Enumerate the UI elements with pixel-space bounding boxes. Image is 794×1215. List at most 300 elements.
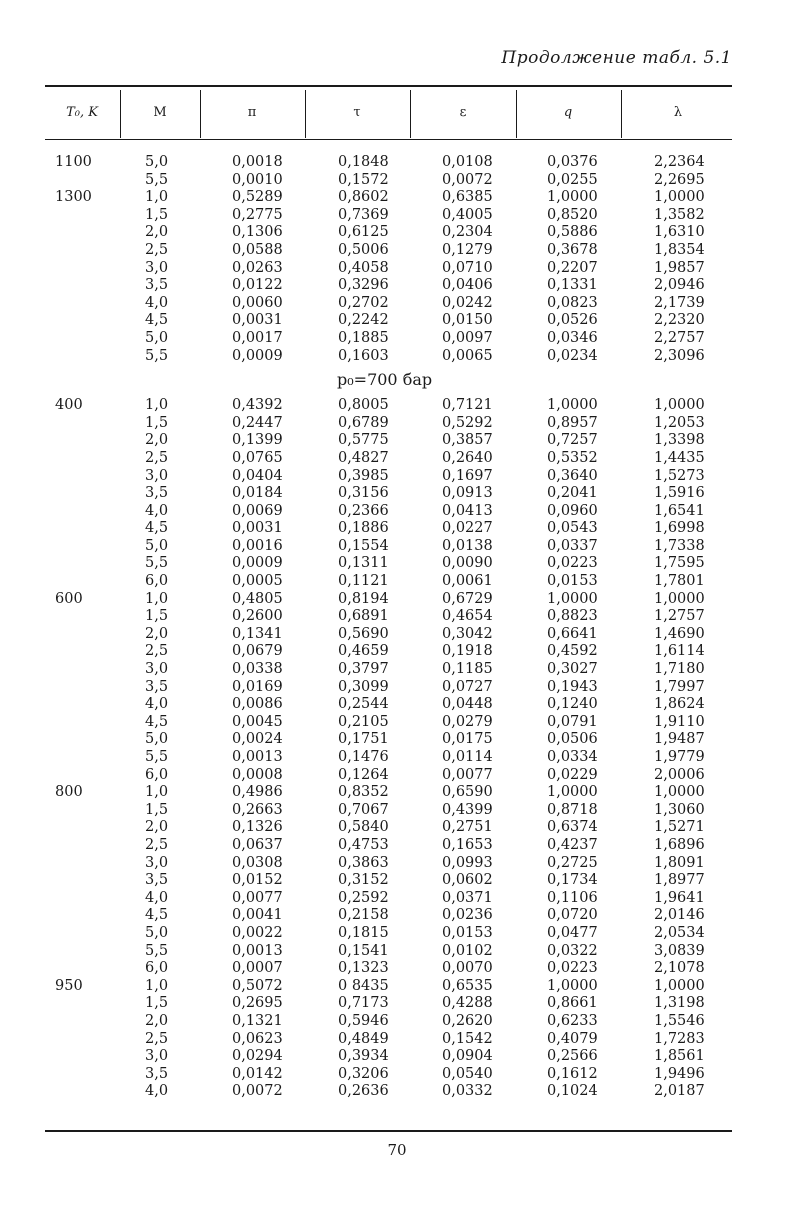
cell-eps: 0,0727	[442, 678, 493, 695]
cell-q: 0,0322	[547, 942, 598, 959]
table-row	[0, 415, 794, 433]
table-row	[0, 573, 794, 591]
table-row	[0, 890, 794, 908]
cell-m: 2,0	[145, 625, 169, 642]
cell-tau: 0,1815	[338, 924, 389, 941]
cell-eps: 0,0242	[442, 294, 493, 311]
cell-pi: 0,0086	[232, 696, 283, 713]
cell-pi: 0,0060	[232, 294, 283, 311]
cell-m: 4,0	[145, 889, 169, 906]
cell-q: 0,0823	[547, 294, 598, 311]
cell-eps: 0,4399	[442, 801, 493, 818]
cell-lambda: 1,5271	[654, 819, 705, 836]
cell-lambda: 1,9641	[654, 889, 705, 906]
cell-lambda: 1,8561	[654, 1048, 705, 1065]
table-row	[0, 468, 794, 486]
cell-tau: 0,2592	[338, 889, 389, 906]
table-row	[0, 960, 794, 978]
cell-tau: 0,4058	[338, 259, 389, 276]
table-row	[0, 925, 794, 943]
cell-m: 4,0	[145, 502, 169, 519]
cell-q: 0,5352	[547, 449, 598, 466]
cell-q: 0,1331	[547, 277, 598, 294]
cell-q: 0,1734	[547, 872, 598, 889]
cell-eps: 0,0371	[442, 889, 493, 906]
cell-m: 2,5	[145, 449, 169, 466]
cell-lambda: 1,4690	[654, 625, 705, 642]
table-row	[0, 943, 794, 961]
cell-m: 6,0	[145, 766, 169, 783]
cell-q: 0,5886	[547, 224, 598, 241]
cell-m: 4,5	[145, 312, 169, 329]
cell-eps: 0,2304	[442, 224, 493, 241]
cell-lambda: 1,8091	[654, 854, 705, 871]
cell-lambda: 1,0000	[654, 977, 705, 994]
cell-q: 1,0000	[547, 590, 598, 607]
cell-q: 0,8957	[547, 414, 598, 431]
section-label-text: p₀=700 бар	[337, 370, 433, 390]
cell-eps: 0,0114	[442, 749, 493, 765]
cell-pi: 0,0008	[232, 766, 283, 783]
cell-q: 0,2725	[547, 854, 598, 871]
cell-lambda: 2,2320	[654, 312, 705, 329]
cell-tau: 0,1264	[338, 766, 389, 783]
section-label	[0, 365, 794, 397]
cell-t0: 600	[55, 590, 83, 607]
cell-eps: 0,7121	[442, 397, 493, 414]
table-row	[0, 520, 794, 538]
cell-lambda: 1,4435	[654, 449, 705, 466]
cell-pi: 0,0024	[232, 731, 283, 748]
cell-tau: 0,3099	[338, 678, 389, 695]
cell-eps: 0,0090	[442, 555, 493, 572]
header-lambda: λ	[673, 105, 683, 120]
table-row	[0, 348, 794, 366]
cell-q: 0,8823	[547, 608, 598, 625]
cell-eps: 0,4654	[442, 608, 493, 625]
cell-tau: 0,3156	[338, 485, 389, 502]
cell-tau: 0,4753	[338, 836, 389, 853]
cell-lambda: 3,0839	[654, 942, 705, 959]
cell-m: 4,0	[145, 696, 169, 713]
cell-lambda: 1,8624	[654, 696, 705, 713]
cell-lambda: 1,6114	[654, 643, 705, 660]
table-row	[0, 397, 794, 415]
table-row	[0, 608, 794, 626]
cell-m: 2,0	[145, 432, 169, 449]
cell-m: 5,5	[145, 347, 169, 364]
table-row	[0, 591, 794, 609]
cell-q: 0,8520	[547, 206, 598, 223]
cell-m: 3,5	[145, 485, 169, 502]
cell-t0: 400	[55, 397, 83, 414]
cell-tau: 0,5946	[338, 1012, 389, 1029]
cell-eps: 0,6729	[442, 590, 493, 607]
cell-eps: 0,0077	[442, 766, 493, 783]
cell-m: 4,5	[145, 520, 169, 537]
cell-pi: 0,0142	[232, 1065, 283, 1082]
cell-q: 0,0720	[547, 907, 598, 924]
cell-lambda: 1,7595	[654, 555, 705, 572]
cell-m: 2,0	[145, 1012, 169, 1029]
cell-pi: 0,0013	[232, 749, 283, 765]
header-tau: τ	[353, 105, 361, 120]
cell-m: 1,0	[145, 590, 169, 607]
cell-eps: 0,0065	[442, 347, 493, 364]
cell-t0: 1100	[55, 154, 92, 170]
cell-lambda: 1,2053	[654, 414, 705, 431]
cell-pi: 0,0623	[232, 1030, 283, 1047]
cell-pi: 0,2447	[232, 414, 283, 431]
cell-q: 0,0229	[547, 766, 598, 783]
cell-pi: 0,0031	[232, 520, 283, 537]
cell-pi: 0,1326	[232, 819, 283, 836]
cell-tau: 0,6789	[338, 414, 389, 431]
cell-pi: 0,0018	[232, 154, 283, 170]
cell-lambda: 2,1739	[654, 294, 705, 311]
cell-m: 3,5	[145, 872, 169, 889]
cell-pi: 0,0013	[232, 942, 283, 959]
cell-pi: 0,2663	[232, 801, 283, 818]
cell-q: 0,0255	[547, 171, 598, 188]
cell-q: 0,3678	[547, 241, 598, 258]
cell-eps: 0,0138	[442, 537, 493, 554]
cell-eps: 0,4288	[442, 995, 493, 1012]
table-row	[0, 995, 794, 1013]
table-row	[0, 784, 794, 802]
column-divider	[621, 90, 622, 138]
cell-lambda: 2,0006	[654, 766, 705, 783]
cell-pi: 0,1306	[232, 224, 283, 241]
cell-eps: 0,0406	[442, 277, 493, 294]
cell-m: 2,5	[145, 836, 169, 853]
cell-m: 5,0	[145, 731, 169, 748]
cell-tau: 0,1603	[338, 347, 389, 364]
cell-t0: 800	[55, 784, 83, 801]
table-row	[0, 450, 794, 468]
cell-eps: 0,0993	[442, 854, 493, 871]
cell-pi: 0,0010	[232, 171, 283, 188]
cell-tau: 0,1121	[338, 573, 389, 590]
table-row	[0, 696, 794, 714]
cell-q: 0,1106	[547, 889, 598, 906]
table-row	[0, 189, 794, 207]
cell-tau: 0,8602	[338, 189, 389, 206]
cell-eps: 0,0227	[442, 520, 493, 537]
cell-eps: 0,0913	[442, 485, 493, 502]
cell-pi: 0,0152	[232, 872, 283, 889]
cell-q: 0,1024	[547, 1083, 598, 1100]
cell-lambda: 1,6310	[654, 224, 705, 241]
cell-lambda: 1,3582	[654, 206, 705, 223]
cell-tau: 0,3934	[338, 1048, 389, 1065]
table-row	[0, 749, 794, 767]
cell-eps: 0,0602	[442, 872, 493, 889]
cell-m: 4,0	[145, 294, 169, 311]
cell-pi: 0,4805	[232, 590, 283, 607]
cell-lambda: 1,8977	[654, 872, 705, 889]
cell-m: 4,5	[145, 907, 169, 924]
cell-eps: 0,0904	[442, 1048, 493, 1065]
cell-pi: 0,0045	[232, 713, 283, 730]
cell-lambda: 1,5273	[654, 467, 705, 484]
cell-eps: 0,2640	[442, 449, 493, 466]
cell-pi: 0,2775	[232, 206, 283, 223]
cell-tau: 0,1886	[338, 520, 389, 537]
cell-lambda: 2,0534	[654, 924, 705, 941]
cell-pi: 0,0005	[232, 573, 283, 590]
cell-q: 0,0153	[547, 573, 598, 590]
cell-pi: 0,0009	[232, 347, 283, 364]
cell-eps: 0,0448	[442, 696, 493, 713]
table-row	[0, 330, 794, 348]
cell-eps: 0,5292	[442, 414, 493, 431]
cell-pi: 0,0022	[232, 924, 283, 941]
cell-tau: 0,2105	[338, 713, 389, 730]
cell-tau: 0,2702	[338, 294, 389, 311]
cell-eps: 0,1542	[442, 1030, 493, 1047]
cell-q: 0,6641	[547, 625, 598, 642]
cell-pi: 0,0031	[232, 312, 283, 329]
cell-t0: 950	[55, 977, 83, 994]
cell-tau: 0,1323	[338, 960, 389, 977]
cell-tau: 0,1572	[338, 171, 389, 188]
cell-m: 1,0	[145, 397, 169, 414]
cell-m: 3,5	[145, 678, 169, 695]
table-row	[0, 172, 794, 190]
cell-pi: 0,0169	[232, 678, 283, 695]
cell-m: 1,0	[145, 977, 169, 994]
cell-q: 0,0506	[547, 731, 598, 748]
cell-q: 0,0960	[547, 502, 598, 519]
cell-m: 1,5	[145, 414, 169, 431]
table-row	[0, 432, 794, 450]
cell-q: 0,0526	[547, 312, 598, 329]
cell-eps: 0,1653	[442, 836, 493, 853]
cell-lambda: 2,2364	[654, 154, 705, 170]
table-row	[0, 1013, 794, 1031]
cell-pi: 0,0679	[232, 643, 283, 660]
cell-q: 0,4592	[547, 643, 598, 660]
cell-tau: 0,3985	[338, 467, 389, 484]
table-row	[0, 978, 794, 996]
cell-pi: 0,0016	[232, 537, 283, 554]
cell-lambda: 2,3096	[654, 347, 705, 364]
cell-tau: 0,5006	[338, 241, 389, 258]
table-row	[0, 679, 794, 697]
cell-q: 1,0000	[547, 397, 598, 414]
cell-tau: 0,3797	[338, 661, 389, 678]
cell-pi: 0,0184	[232, 485, 283, 502]
cell-m: 5,0	[145, 329, 169, 346]
table-row	[0, 485, 794, 503]
cell-pi: 0,0263	[232, 259, 283, 276]
cell-lambda: 2,2695	[654, 171, 705, 188]
cell-lambda: 1,9857	[654, 259, 705, 276]
cell-pi: 0,5289	[232, 189, 283, 206]
cell-tau: 0,3152	[338, 872, 389, 889]
cell-pi: 0,0338	[232, 661, 283, 678]
table-row	[0, 295, 794, 313]
table-row	[0, 1048, 794, 1066]
cell-lambda: 1,3198	[654, 995, 705, 1012]
cell-lambda: 1,0000	[654, 189, 705, 206]
cell-pi: 0,0294	[232, 1048, 283, 1065]
cell-m: 6,0	[145, 960, 169, 977]
table-row	[0, 643, 794, 661]
cell-tau: 0,1885	[338, 329, 389, 346]
cell-tau: 0,2636	[338, 1083, 389, 1100]
column-divider	[200, 90, 201, 138]
cell-eps: 0,4005	[442, 206, 493, 223]
cell-eps: 0,0072	[442, 171, 493, 188]
cell-lambda: 2,2757	[654, 329, 705, 346]
cell-q: 1,0000	[547, 784, 598, 801]
header-q: q	[563, 105, 573, 120]
cell-tau: 0,8194	[338, 590, 389, 607]
cell-eps: 0,0236	[442, 907, 493, 924]
cell-pi: 0,0588	[232, 241, 283, 258]
cell-lambda: 2,0946	[654, 277, 705, 294]
cell-pi: 0,0765	[232, 449, 283, 466]
cell-tau: 0,7369	[338, 206, 389, 223]
cell-tau: 0,7173	[338, 995, 389, 1012]
cell-q: 0,4237	[547, 836, 598, 853]
cell-pi: 0,0017	[232, 329, 283, 346]
cell-q: 0,2041	[547, 485, 598, 502]
cell-m: 1,5	[145, 995, 169, 1012]
cell-lambda: 1,9110	[654, 713, 705, 730]
cell-pi: 0,0007	[232, 960, 283, 977]
cell-lambda: 1,9779	[654, 749, 705, 765]
cell-q: 0,0543	[547, 520, 598, 537]
cell-m: 5,0	[145, 154, 169, 170]
table-row	[0, 907, 794, 925]
cell-tau: 0,5775	[338, 432, 389, 449]
cell-m: 1,0	[145, 784, 169, 801]
cell-tau: 0,8005	[338, 397, 389, 414]
header-m: M	[153, 105, 167, 120]
cell-pi: 0,0069	[232, 502, 283, 519]
cell-pi: 0,1341	[232, 625, 283, 642]
table-row	[0, 837, 794, 855]
cell-eps: 0,0413	[442, 502, 493, 519]
cell-pi: 0,0122	[232, 277, 283, 294]
cell-lambda: 1,8354	[654, 241, 705, 258]
cell-eps: 0,6590	[442, 784, 493, 801]
table-row	[0, 1031, 794, 1049]
cell-q: 0,0337	[547, 537, 598, 554]
cell-pi: 0,1399	[232, 432, 283, 449]
cell-m: 2,5	[145, 1030, 169, 1047]
cell-tau: 0,3863	[338, 854, 389, 871]
cell-lambda: 1,6896	[654, 836, 705, 853]
cell-pi: 0,0308	[232, 854, 283, 871]
cell-m: 4,5	[145, 713, 169, 730]
cell-m: 3,5	[145, 277, 169, 294]
header-t0: T₀, K	[66, 105, 98, 120]
table-row	[0, 277, 794, 295]
cell-m: 1,5	[145, 608, 169, 625]
cell-lambda: 2,1078	[654, 960, 705, 977]
cell-m: 5,5	[145, 171, 169, 188]
cell-lambda: 1,0000	[654, 784, 705, 801]
cell-pi: 0,4392	[232, 397, 283, 414]
cell-pi: 0,0009	[232, 555, 283, 572]
cell-m: 5,0	[145, 924, 169, 941]
cell-tau: 0,5840	[338, 819, 389, 836]
cell-lambda: 1,7997	[654, 678, 705, 695]
cell-m: 1,5	[145, 206, 169, 223]
cell-tau: 0,3296	[338, 277, 389, 294]
table-row	[0, 819, 794, 837]
cell-lambda: 1,7283	[654, 1030, 705, 1047]
cell-pi: 0,0072	[232, 1083, 283, 1100]
cell-t0: 1300	[55, 189, 92, 206]
column-divider	[410, 90, 411, 138]
cell-eps: 0,1185	[442, 661, 493, 678]
cell-eps: 0,6535	[442, 977, 493, 994]
cell-pi: 0,4986	[232, 784, 283, 801]
cell-q: 1,0000	[547, 189, 598, 206]
cell-tau: 0,6891	[338, 608, 389, 625]
cell-tau: 0,1311	[338, 555, 389, 572]
cell-q: 0,3640	[547, 467, 598, 484]
cell-tau: 0,7067	[338, 801, 389, 818]
cell-tau: 0,6125	[338, 224, 389, 241]
cell-q: 0,7257	[547, 432, 598, 449]
cell-pi: 0,0637	[232, 836, 283, 853]
table-row	[0, 207, 794, 225]
cell-q: 0,6233	[547, 1012, 598, 1029]
table-row	[0, 802, 794, 820]
cell-eps: 0,0102	[442, 942, 493, 959]
cell-eps: 0,0332	[442, 1083, 493, 1100]
cell-q: 0,2207	[547, 259, 598, 276]
cell-m: 3,0	[145, 854, 169, 871]
cell-lambda: 1,5546	[654, 1012, 705, 1029]
table-row	[0, 626, 794, 644]
cell-q: 0,0791	[547, 713, 598, 730]
header-bottom-rule	[45, 139, 732, 140]
table-row	[0, 242, 794, 260]
table-row	[0, 1066, 794, 1084]
cell-tau: 0,2366	[338, 502, 389, 519]
column-divider	[516, 90, 517, 138]
cell-q: 1,0000	[547, 977, 598, 994]
table-row	[0, 731, 794, 749]
cell-q: 0,1943	[547, 678, 598, 695]
table-bottom-rule	[45, 1130, 732, 1132]
cell-eps: 0,6385	[442, 189, 493, 206]
cell-m: 3,0	[145, 1048, 169, 1065]
column-divider	[305, 90, 306, 138]
cell-m: 5,5	[145, 942, 169, 959]
cell-tau: 0,8352	[338, 784, 389, 801]
cell-pi: 0,1321	[232, 1012, 283, 1029]
cell-pi: 0,0404	[232, 467, 283, 484]
column-divider	[120, 90, 121, 138]
header-eps: ε	[459, 105, 467, 120]
cell-m: 2,0	[145, 224, 169, 241]
cell-eps: 0,0150	[442, 312, 493, 329]
cell-tau: 0,1751	[338, 731, 389, 748]
cell-m: 2,5	[145, 241, 169, 258]
cell-tau: 0,3206	[338, 1065, 389, 1082]
cell-eps: 0,0070	[442, 960, 493, 977]
cell-eps: 0,1279	[442, 241, 493, 258]
cell-tau: 0,4849	[338, 1030, 389, 1047]
